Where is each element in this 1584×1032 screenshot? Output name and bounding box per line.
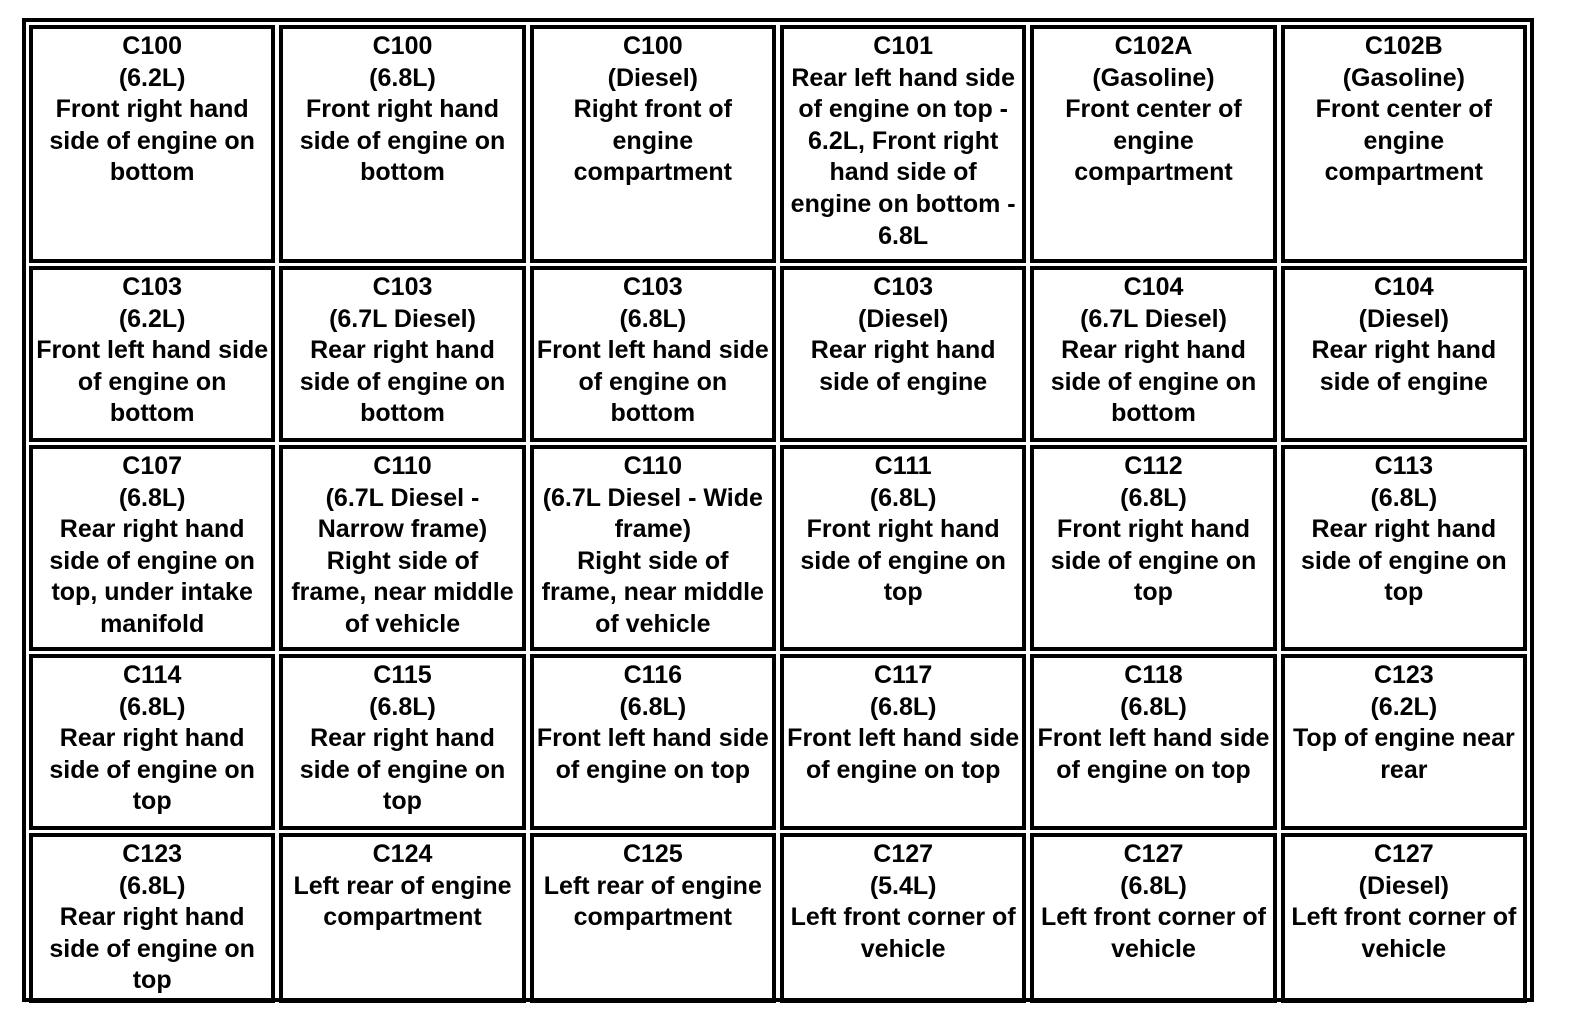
table-cell: [1030, 25, 1276, 263]
cell-text: C115 (6.8L) Rear right hand side of engine on top: [299, 661, 506, 816]
cell-text: C127 (6.8L) Left front corner of vehicle: [1040, 840, 1266, 963]
cell-text: C127 (5.4L) Left front corner of vehicle: [790, 840, 1016, 963]
table-cell: [1030, 445, 1276, 651]
table-cell: [1281, 833, 1527, 1003]
table-cell: [780, 445, 1026, 651]
table-cell: [279, 445, 525, 651]
cell-text: C100 (6.2L) Front right hand side of engine on bottom: [49, 32, 255, 187]
table-cell: [29, 654, 275, 830]
table-cell: [29, 266, 275, 442]
cell-text: C111 (6.8L) Front right hand side of engine on top: [800, 452, 1006, 607]
table-cell: [29, 25, 275, 263]
cell-text: C103 (Diesel) Rear right hand side of engine: [810, 273, 996, 396]
cell-text: C127 (Diesel) Left front corner of vehicle: [1291, 840, 1517, 963]
cell-text: C118 (6.8L) Front left hand side of engine on top: [1037, 661, 1270, 784]
cell-text: C101 Rear left hand side of engine on top - 6.2L, Front right hand side of engine on bottom - 6.8L: [790, 32, 1016, 250]
cell-text: C103 (6.7L Diesel) Rear right hand side of engine on bottom: [299, 273, 506, 428]
cell-text: C107 (6.8L) Rear right hand side of engine on top, under intake manifold: [49, 452, 255, 638]
cell-text: C110 (6.7L Diesel - Wide frame) Right side of frame, near middle of vehicle: [541, 452, 764, 638]
cell-text: C116 (6.8L) Front left hand side of engine on top: [536, 661, 769, 784]
cell-text: C113 (6.8L) Rear right hand side of engine on top: [1301, 452, 1507, 607]
table-cell: [780, 833, 1026, 1003]
cell-text: C110 (6.7L Diesel - Narrow frame) Right side of frame, near middle of vehicle: [291, 452, 514, 638]
cell-text: C102A (Gasoline) Front center of engine compartment: [1065, 32, 1242, 187]
table-cell: [279, 833, 525, 1003]
cell-text: C112 (6.8L) Front right hand side of engine on top: [1050, 452, 1257, 607]
table-cell: [1281, 445, 1527, 651]
table-cell: [29, 445, 275, 651]
table-cell: [279, 25, 525, 263]
table-cell: [1030, 833, 1276, 1003]
table-cell: [530, 833, 776, 1003]
table-cell: [780, 266, 1026, 442]
table-cell: [530, 266, 776, 442]
cell-text: C123 (6.8L) Rear right hand side of engine on top: [49, 840, 255, 995]
cell-text: C103 (6.2L) Front left hand side of engine on bottom: [36, 273, 269, 428]
table-grid: [29, 25, 1527, 995]
table-cell: [780, 25, 1026, 263]
connector-location-table: [22, 18, 1534, 1002]
table-cell: [1030, 266, 1276, 442]
cell-text: C123 (6.2L) Top of engine near rear: [1292, 661, 1515, 784]
table-cell: [1281, 266, 1527, 442]
cell-text: C100 (6.8L) Front right hand side of engine on bottom: [299, 32, 506, 187]
cell-text: C104 (6.7L Diesel) Rear right hand side of engine on bottom: [1050, 273, 1257, 428]
cell-text: C100 (Diesel) Right front of engine compartment: [573, 32, 732, 187]
table-cell: [530, 445, 776, 651]
cell-text: C103 (6.8L) Front left hand side of engine on bottom: [536, 273, 769, 428]
table-cell: [1030, 654, 1276, 830]
cell-text: C104 (Diesel) Rear right hand side of engine: [1311, 273, 1497, 396]
cell-text: C102B (Gasoline) Front center of engine compartment: [1315, 32, 1493, 187]
cell-text: C125 Left rear of engine compartment: [543, 840, 762, 932]
table-cell: [780, 654, 1026, 830]
table-cell: [530, 25, 776, 263]
cell-text: C117 (6.8L) Front left hand side of engine on top: [787, 661, 1020, 784]
table-cell: [29, 833, 275, 1003]
table-cell: [279, 654, 525, 830]
cell-text: C124 Left rear of engine compartment: [293, 840, 512, 932]
table-cell: [1281, 25, 1527, 263]
cell-text: C114 (6.8L) Rear right hand side of engine on top: [49, 661, 255, 816]
table-cell: [1281, 654, 1527, 830]
table-cell: [530, 654, 776, 830]
table-cell: [279, 266, 525, 442]
